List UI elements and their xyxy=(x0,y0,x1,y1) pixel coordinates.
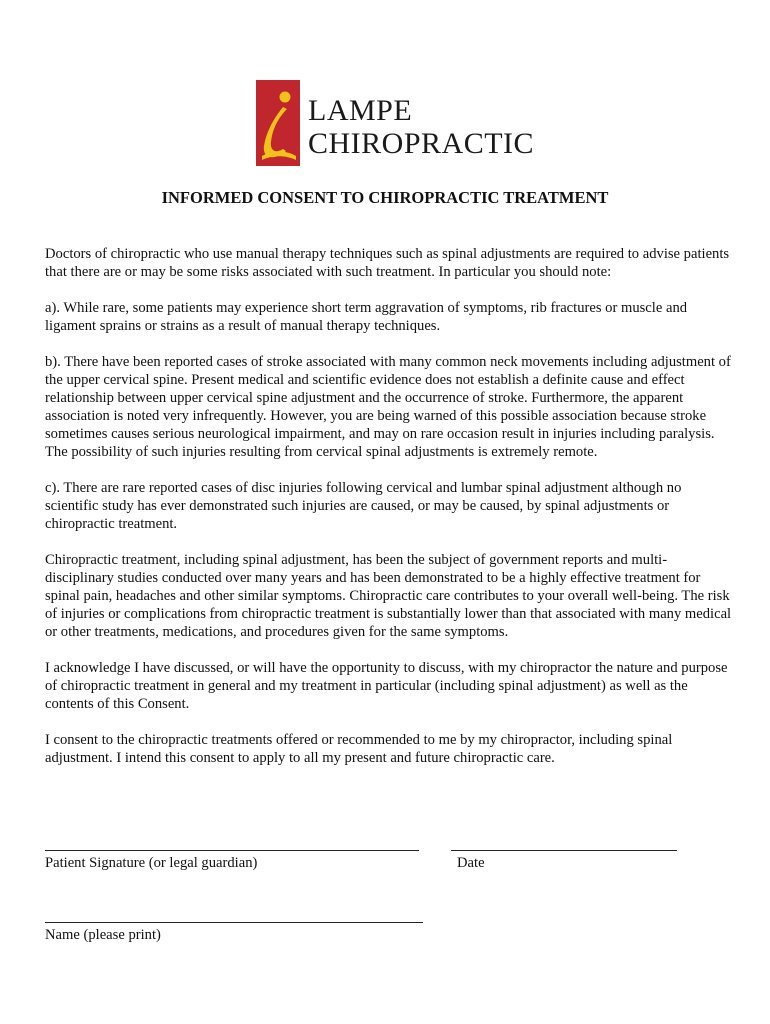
name-print-label: Name (please print) xyxy=(45,927,161,943)
risk-paragraph-a: a). While rare, some patients may experience short term aggravation of symptoms, rib fractures or muscle and ligament sprains or strains as a result of manual therapy techniques. xyxy=(45,300,688,334)
risk-paragraph-c: c). There are rare reported cases of disc injuries following cervical and lumbar spinal adjustment although no scientific study has ever demonstrated such injuries are caused, or may be caused, by spinal adjustments or chiropractic treatment. xyxy=(45,480,682,532)
risk-paragraph-b: b). There have been reported cases of stroke associated with many common neck movements including adjustment of the upper cervical spine. Present medical and scientific evidence does not establish a definite cause and effect relationship between upper cervical spine adjustment and the occurrence of stroke. Furthermore, the apparent association is noted very infrequently. However, you are being warned of this possible association because stroke sometimes causes serious neurological impairment, and may on rare occasion result in injuries including paralysis. The possibility of such injuries resulting from cervical spinal adjustments is extremely remote. xyxy=(45,354,731,460)
date-label: Date xyxy=(457,855,485,871)
logo-text-chiropractic: CHIROPRACTIC xyxy=(308,127,535,160)
acknowledgement-paragraph: I acknowledge I have discussed, or will have the opportunity to discuss, with my chiropractor the nature and purpose of chiropractic treatment in general and my treatment in particular (including spinal adjustment) as well as the contents of this Consent. xyxy=(45,660,728,712)
effectiveness-paragraph: Chiropractic treatment, including spinal adjustment, has been the subject of government reports and multi-disciplinary studies conducted over many years and has been demonstrated to be a highly effective treatment for spinal pain, headaches and other similar symptoms. Chiropractic care contributes to your overall well-being. The risk of injuries or complications from chiropractic treatment is substantially lower than that associated with many medical or other treatments, medications, and procedures given for the same symptoms. xyxy=(45,552,732,640)
date-line[interactable] xyxy=(451,850,677,851)
consent-body xyxy=(45,245,735,785)
logo-figure-icon xyxy=(256,80,300,166)
patient-signature-label: Patient Signature (or legal guardian) xyxy=(45,855,258,871)
patient-signature-line[interactable] xyxy=(45,850,419,851)
name-print-line[interactable] xyxy=(45,922,423,923)
document-title: INFORMED CONSENT TO CHIROPRACTIC TREATMENT xyxy=(161,188,609,207)
consent-paragraph: I consent to the chiropractic treatments offered or recommended to me by my chiropractor, including spinal adjustment. I intend this consent to apply to all my present and future chiropractic care. xyxy=(45,732,673,766)
intro-paragraph: Doctors of chiropractic who use manual therapy techniques such as spinal adjustments are required to advise patients that there are or may be some risks associated with such treatment. In particular you should note: xyxy=(45,246,730,280)
logo-text-lampe: LAMPE xyxy=(308,94,413,127)
lampe-chiropractic-logo xyxy=(256,80,535,170)
